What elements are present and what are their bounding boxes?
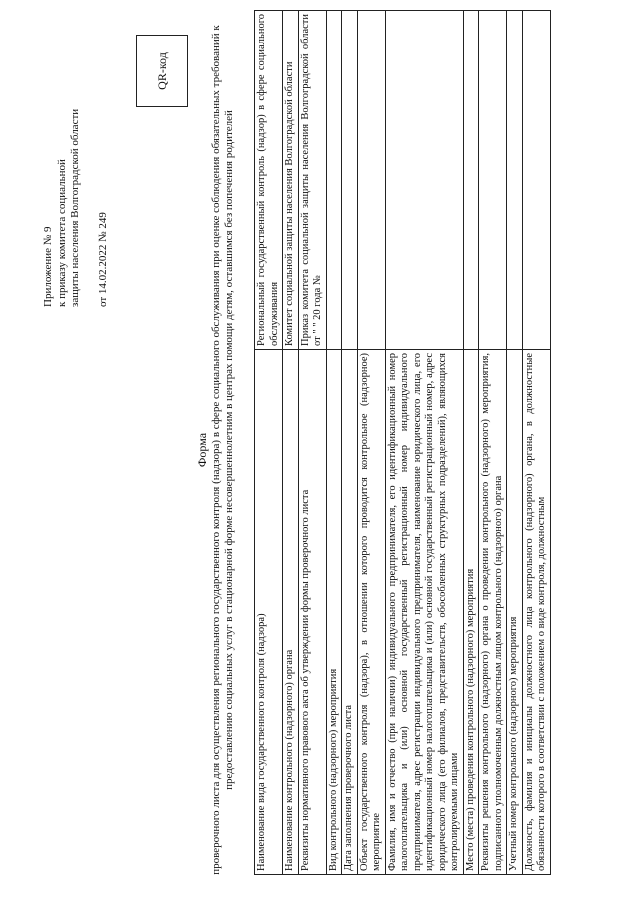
- appendix-date: от 14.02.2022 № 249: [96, 212, 109, 307]
- checklist-table: [254, 10, 551, 875]
- appendix-order-line: к приказу комитета социальной: [55, 159, 68, 307]
- qr-code-label: QR-код: [154, 52, 169, 90]
- row-label: Реквизиты нормативного правового акта об утверждении формы проверочного листа: [298, 350, 326, 875]
- row-value: Приказ комитета социальной защиты населения Волгоградской области от " " 20 года №: [298, 11, 326, 350]
- row-value: [522, 11, 550, 350]
- row-label: Учетный номер контрольного (надзорного) мероприятия: [507, 350, 523, 875]
- form-title-block: [196, 25, 236, 875]
- row-label: Вид контрольного (надзорного) мероприятия: [326, 350, 342, 875]
- row-label: Наименование вида государственного контроля (надзора): [255, 350, 283, 875]
- row-label: Наименование контрольного (надзорного) органа: [283, 350, 299, 875]
- row-value: [507, 11, 523, 350]
- row-value: [326, 11, 342, 350]
- table-row: [522, 11, 550, 875]
- appendix-number: Приложение № 9: [42, 226, 54, 307]
- table-row: [342, 11, 358, 875]
- form-title: проверочного листа для осуществления регионального государственного контроля (надзора) в сфере социального обслуживания при оценке соблюдения обязательных требований к предоставлению социальных услуг в стационарной форме несовершеннолетним в центрах помощи детям, оставшимся без попечения родителей: [210, 25, 235, 875]
- table-row: [298, 11, 326, 875]
- appendix-header: [42, 67, 110, 307]
- appendix-authority-line: защиты населения Волгоградской области: [69, 108, 81, 307]
- row-value: [463, 11, 479, 350]
- row-value: Региональный государственный контроль (надзор) в сфере социального обслуживания: [255, 11, 283, 350]
- row-label: Объект государственного контроля (надзора), в отношении которого проводится контрольное (надзорное) мероприятие: [357, 350, 385, 875]
- row-value: [385, 11, 463, 350]
- table-row: [385, 11, 463, 875]
- table-row: [357, 11, 385, 875]
- table-row: [283, 11, 299, 875]
- row-value: Комитет социальной защиты населения Волгоградской области: [283, 11, 299, 350]
- row-label: Место (места) проведения контрольного (надзорного) мероприятия: [463, 350, 479, 875]
- row-value: [357, 11, 385, 350]
- row-label: Должность, фамилия и инициалы должностного лица контрольного (надзорного) органа, в должностные обязанности которого в соответствии с положением о виде контроля, должностным: [522, 350, 550, 875]
- row-label: Дата заполнения проверочного листа: [342, 350, 358, 875]
- table-row: [507, 11, 523, 875]
- table-row: [479, 11, 507, 875]
- table-row: [463, 11, 479, 875]
- row-value: [479, 11, 507, 350]
- row-label: Реквизиты решения контрольного (надзорного) органа о проведении контрольного (надзорного) мероприятия, подписанного уполномоченным должностным лицом контрольного (надзорного) органа: [479, 350, 507, 875]
- form-heading: Форма: [195, 432, 209, 468]
- table-row: [326, 11, 342, 875]
- row-label: Фамилия, имя и отчество (при наличии) индивидуального предпринимателя, его идентификационный номер налогоплательщика и (или) основной государственный регистрационный номер индивидуального предпринимателя, адрес регистрации индивидуального предпринимателя, наименование юридического лица, его идентификационный номер налогоплательщика и (или) основной государственный регистрационный номер, адрес юридического лица (его филиалов, представительств, обособленных структурных подразделений), являющихся контролируемыми лицами: [385, 350, 463, 875]
- row-value: [342, 11, 358, 350]
- qr-code-box: [136, 35, 188, 107]
- table-row: [255, 11, 283, 875]
